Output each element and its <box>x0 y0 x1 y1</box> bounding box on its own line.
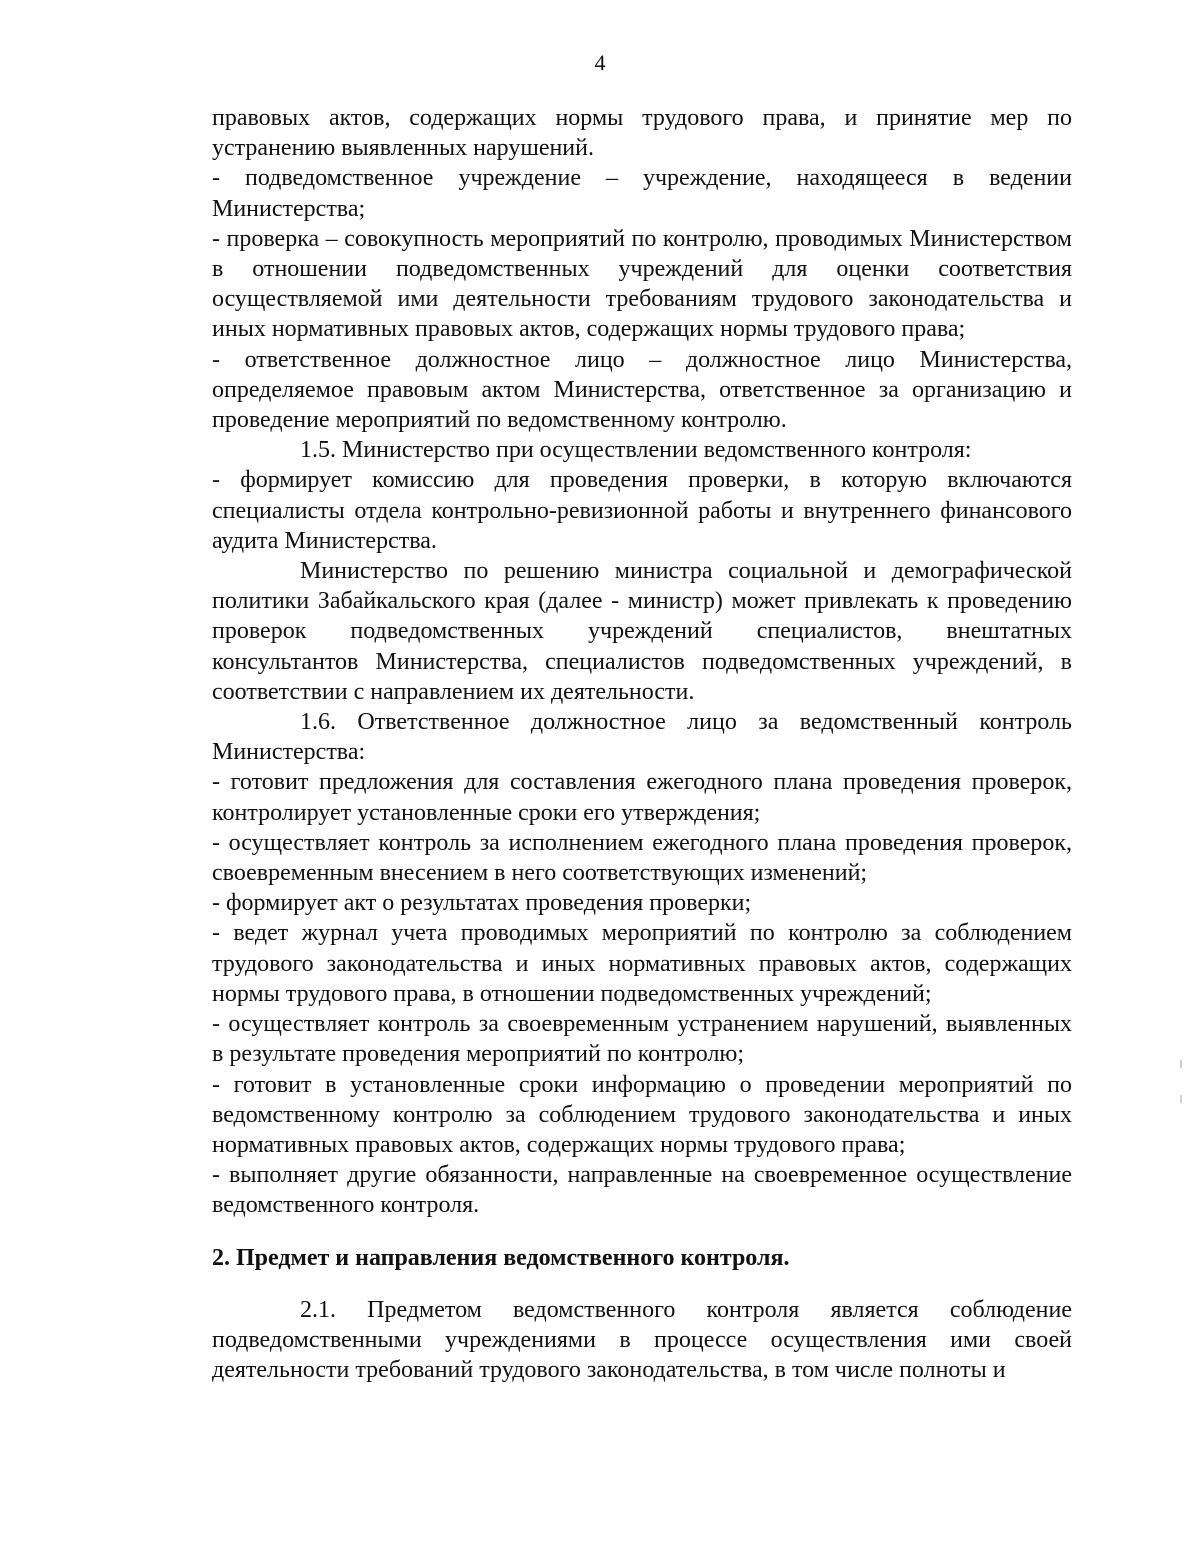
clause-1-6-item-journal: - ведет журнал учета проводимых мероприятий по контролю за соблюдением трудового законодательства и иных нормативных правовых актов, содержащих нормы трудового права, в отношении подведомственных учреждений; <box>212 920 1072 1007</box>
scan-artifact <box>1180 1095 1182 1103</box>
clause-1-6-item-plan: - готовит предложения для составления ежегодного плана проведения проверок, контролирует установленные сроки его утверждения; <box>212 769 1072 826</box>
clause-2-1: 2.1. Предметом ведомственного контроля является соблюдение подведомственными учреждениями в процессе осуществления ими своей деятельности требований трудового законодательства, в том числе полноты и <box>212 1296 1072 1384</box>
scan-artifact <box>1180 1060 1182 1068</box>
definition-subordinate-institution: - подведомственное учреждение – учреждение, находящееся в ведении Министерства; <box>212 165 1072 222</box>
clause-1-6: 1.6. Ответственное должностное лицо за ведомственный контроль Министерства: <box>212 709 1072 766</box>
section-2-heading: 2. Предмет и направления ведомственного контроля. <box>212 1244 790 1271</box>
clause-1-6-item-violations: - осуществляет контроль за своевременным устранением нарушений, выявленных в результате проведения мероприятий по контролю; <box>212 1011 1072 1068</box>
definition-inspection: - проверка – совокупность мероприятий по контролю, проводимых Министерством в отношении подведомственных учреждений для оценки соответствия осуществляемой ими деятельности требованиям трудового законодательства и иных нормативных правовых актов, содержащих нормы трудового права; <box>212 225 1072 343</box>
page-number: 4 <box>594 50 606 75</box>
clause-1-6-item-control-plan: - осуществляет контроль за исполнением ежегодного плана проведения проверок, своевременным внесением в него соответствующих изменений; <box>212 829 1072 887</box>
clause-1-6-item-act: - формирует акт о результатах проведения проверки; <box>212 890 752 917</box>
clause-1-6-item-other-duties: - выполняет другие обязанности, направленные на своевременное осуществление ведомственного контроля. <box>212 1162 1072 1219</box>
definition-responsible-official: - ответственное должностное лицо – должностное лицо Министерства, определяемое правовым актом Министерства, ответственное за организацию и проведение мероприятий по ведомственному контролю. <box>212 346 1072 434</box>
document-body <box>212 103 1072 1385</box>
clause-1-6-item-information: - готовит в установленные сроки информацию о проведении мероприятий по ведомственному контролю за соблюдением трудового законодательства и иных нормативных правовых актов, содержащих нормы трудового права; <box>212 1071 1072 1158</box>
paragraph-continuation: правовых актов, содержащих нормы трудового права, и принятие мер по устранению выявленных нарушений. <box>212 105 1072 162</box>
clause-1-5: 1.5. Министерство при осуществлении ведомственного контроля: <box>300 437 972 464</box>
clause-1-5-item-commission: - формирует комиссию для проведения проверки, в которую включаются специалисты отдела контрольно-ревизионной работы и внутреннего финансового аудита Министерства. <box>212 467 1072 554</box>
clause-1-5-ministry-decision: Министерство по решению министра социальной и демографической политики Забайкальского края (далее - министр) может привлекать к проведению проверок подведомственных учреждений специалистов, внештатных консультантов Министерства, специалистов подведомственных учреждений, в соответствии с направлением их деятельности. <box>212 558 1072 705</box>
